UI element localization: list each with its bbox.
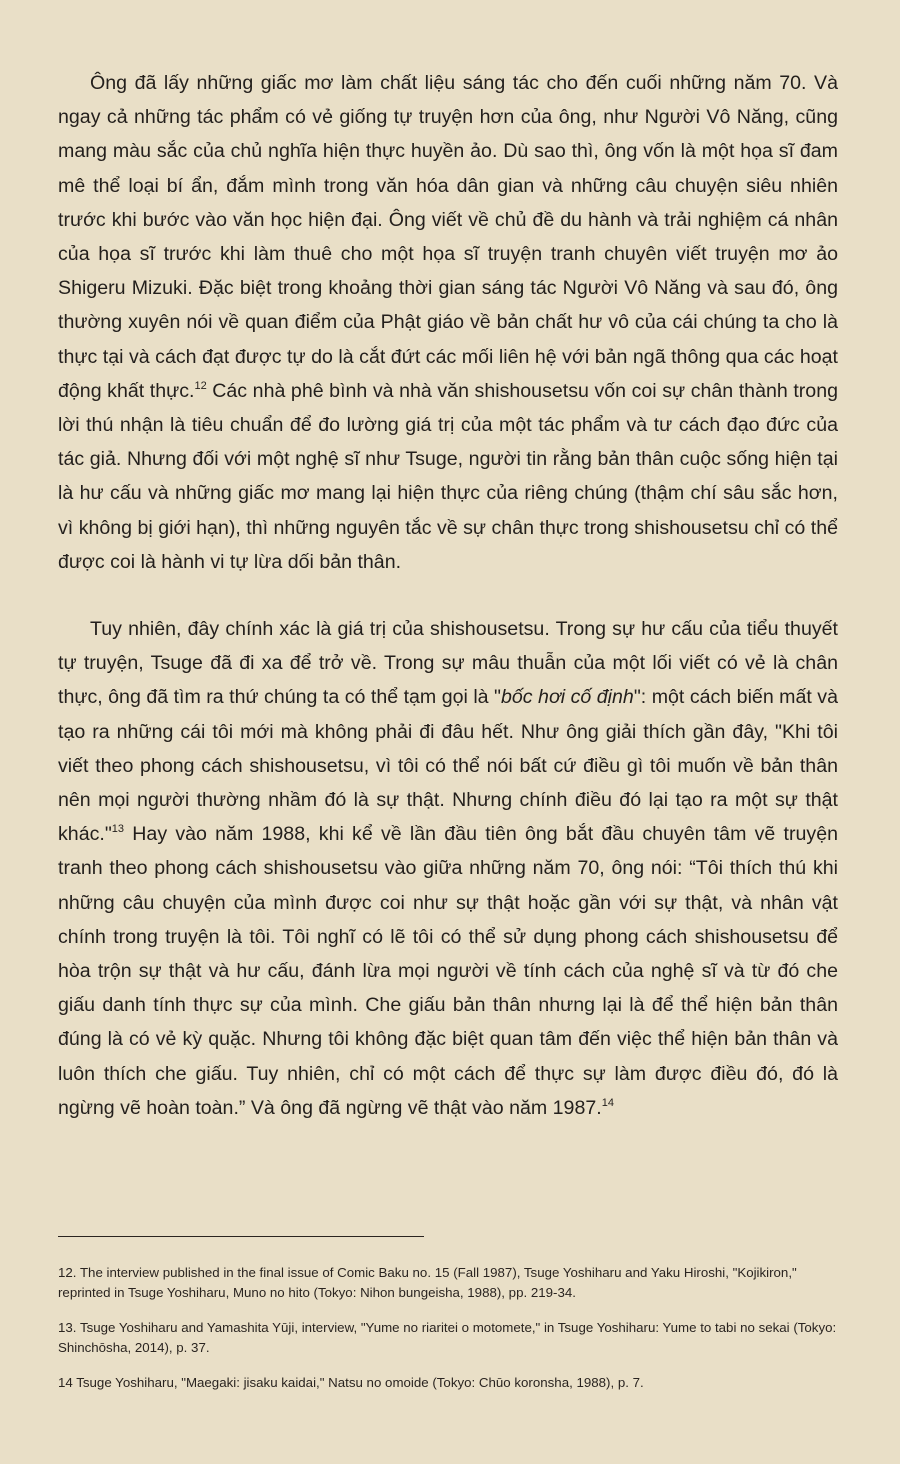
paragraph-2-text: Tuy nhiên, đây chính xác là giá trị của shishousetsu. Trong sự hư cấu của tiểu thuyết tự truyện, Tsuge đã đi xa để trở về. Trong sự mâu thuẫn của một lối viết có vẻ là chân thực, ông đã tìm ra thứ chúng ta có thể tạm gọi là " <box>58 618 838 709</box>
footnote-divider <box>58 1236 424 1237</box>
body-paragraph-1 <box>58 66 838 579</box>
paragraph-1-text: Ông đã lấy những giấc mơ làm chất liệu sáng tác cho đến cuối những năm 70. Và ngay cả những tác phẩm có vẻ giống tự truyện hơn của ông, như Người Vô Năng, cũng mang màu sắc của chủ nghĩa hiện thực huyền ảo. Dù sao thì, ông vốn là một họa sĩ đam mê thể loại bí ẩn, đắm mình trong văn hóa dân gian và những câu chuyện siêu nhiên trước khi bước vào văn học hiện đại. Ông viết về chủ đề du hành và trải nghiệm cá nhân của họa sĩ trước khi làm thuê cho một họa sĩ truyện tranh chuyên viết truyện mơ ảo Shigeru Mizuki. Đặc biệt trong khoảng thời gian sáng tác Người Vô Năng và sau đó, ông thường xuyên nói về quan điểm của Phật giáo về bản chất hư vô của cái chúng ta cho là thực tại và cách đạt được tự do là cắt đứt các mối liên hệ với bản ngã thông qua các hoạt động khất thực. <box>58 72 838 402</box>
footnote-12: 12. The interview published in the final issue of Comic Baku no. 15 (Fall 1987), Tsuge Yoshiharu and Yaku Hiroshi, "Kojikiron," reprinted in Tsuge Yoshiharu, Muno no hito (Tokyo: Nihon bungeisha, 1988), pp. 219-34. <box>58 1265 797 1300</box>
paragraph-2-text-continued: ": một cách biến mất và tạo ra những cái tôi mới mà không phải đi đâu hết. Như ông giải thích gần đây, "Khi tôi viết theo phong cách shishousetsu, vì tôi có thể nói bất cứ điều gì tôi muốn về bản thân nên mọi người thường nhầm đó là sự thật. Nhưng chính điều đó lại tạo ra một sự thật khác." <box>58 686 839 846</box>
footnote-14: 14 Tsuge Yoshiharu, "Maegaki: jisaku kaidai," Natsu no omoide (Tokyo: Chūo koronsha, 1988), p. 7. <box>58 1375 644 1391</box>
paragraph-2-text-end: Hay vào năm 1988, khi kể về lần đầu tiên ông bắt đầu chuyên tâm vẽ truyện tranh theo phong cách shishousetsu vào giữa những năm 70, ông nói: “Tôi thích thú khi những câu chuyện của mình được coi như sự thật hoặc gần với sự thật, và nhân vật chính trong truyện là tôi. Tôi nghĩ có lẽ tôi có thể sử dụng phong cách shishousetsu để hòa trộn sự thật và hư cấu, đánh lừa mọi người về tính cách của nghệ sĩ và từ đó che giấu danh tính thực sự của mình. Che giấu bản thân nhưng lại là để thể hiện bản thân đúng là có vẻ kỳ quặc. Nhưng tôi không đặc biệt quan tâm đến việc thể hiện bản thân và luôn thích che giấu. Tuy nhiên, chỉ có một cách để thực sự làm được điều đó, đó là ngừng vẽ hoàn toàn.” Và ông đã ngừng vẽ thật vào năm 1987. <box>58 823 838 1119</box>
body-paragraph-2 <box>58 612 838 1125</box>
footnote-ref-14: 14 <box>601 1096 614 1109</box>
footnote-ref-13: 13 <box>111 823 125 836</box>
paragraph-1-text-continued: Các nhà phê bình và nhà văn shishousetsu vốn coi sự chân thành trong lời thú nhận là tiêu chuẩn để đo lường giá trị của một tác phẩm và tư cách đạo đức của tác giả. Nhưng đối với một nghệ sĩ như Tsuge, người tin rằng bản thân cuộc sống hiện tại là hư cấu và những giấc mơ mang lại hiện thực của riêng chúng (thậm chí sâu sắc hơn, vì không bị giới hạn), thì những nguyên tắc về sự chân thực trong shishousetsu chỉ có thể được coi là hành vi tự lừa dối bản thân. <box>58 379 838 573</box>
italic-term: bốc hơi cố định <box>501 686 634 709</box>
footnotes <box>58 1263 848 1409</box>
footnote-ref-12: 12 <box>194 379 207 392</box>
main-text <box>58 66 838 1125</box>
footnote-13: 13. Tsuge Yoshiharu and Yamashita Yūji, interview, "Yume no riaritei o motomete," in Tsuge Yoshiharu: Yume to tabi no sekai (Tokyo: Shinchōsha, 2014), p. 37. <box>58 1320 837 1355</box>
